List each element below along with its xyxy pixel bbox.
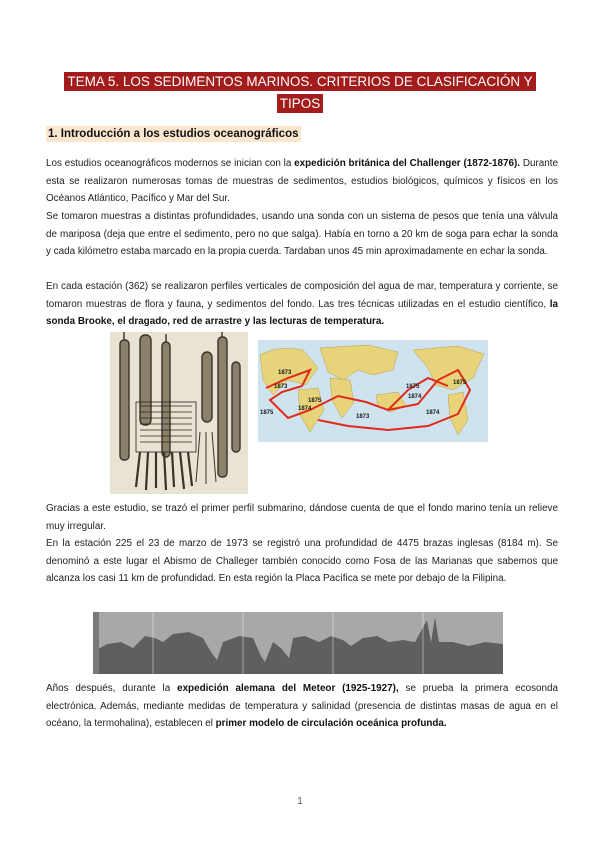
map-label: 1875 [406,384,420,390]
seafloor-profile-figure [93,612,503,674]
challenger-route-map [258,340,488,442]
sounding-instruments-figure [110,332,248,494]
map-label: 1873 [274,384,288,390]
page-title [46,71,554,115]
title-line-1: TEMA 5. LOS SEDIMENTOS MARINOS. CRITERIOS DE CLASIFICACIÓN Y [64,72,535,91]
map-label: 1875 [453,380,467,386]
paragraph-challenger: Los estudios oceanográficos modernos se inician con la expedición británica del Challenger (1872-1876). Durante esta se realizaron numerosas tomas de muestras de sedimentos, estudios biológicos, químicos y físicos en los Océanos Atlántico, Pacífico y Mar del Sur. [46,158,558,205]
map-label: 1874 [426,410,440,416]
map-label: 1875 [260,410,274,416]
page-number: 1 [297,796,303,807]
paragraph-perfil: Gracias a este estudio, se trazó el primer perfil submarino, dándose cuenta de que el fondo marino tenía un relieve muy irregular. [46,503,558,532]
map-label: 1875 [308,398,322,404]
paragraph-meteor: Años después, durante la expedición alemana del Meteor (1925-1927), se prueba la primera ecosonda electrónica. Además, mediante medidas de temperatura y salinidad (presencia de distintas masas de agua en el océano, la termohalina), establecen el primer modelo de circulación oceánica profunda. [46,683,558,730]
map-label: 1874 [298,406,312,412]
paragraph-estaciones: En cada estación (362) se realizaron perfiles verticales de composición del agua de mar, temperatura y corriente, se tomaron muestras de flora y fauna, y sedimentos del fondo. Las tres técnicas utilizadas en el estudio científico, la sonda Brooke, el dragado, red de arrastre y las lecturas de temperatura. [46,281,558,328]
paragraph-sonda: Se tomaron muestras a distintas profundidades, usando una sonda con un sistema de pesos que tenía una válvula de mariposa (deja que entre el sedimento, pero no que salga). Había en torno a 20 km de soga para echar la sonda y cada kilómetro estaba marcado en la propia cuerda. Tardaban unos 45 min aproximadamente en echar la sonda. [46,211,558,258]
paragraph-marianas: En la estación 225 el 23 de marzo de 1973 se registró una profundidad de 4475 brazas inglesas (8184 m). Se denominó a este lugar el Abismo de Challeger también conocido como Fosa de las Marianas que sabemos que alcanza los casi 11 km de profundidad. En esta región la Placa Pacífica se mete por debajo de la Filipina. [46,538,558,585]
title-line-2: TIPOS [277,94,324,113]
map-label: 1873 [356,414,370,420]
section-heading: 1. Introducción a los estudios oceanográficos [48,128,299,140]
map-label: 1873 [278,370,292,376]
map-label: 1874 [408,394,422,400]
